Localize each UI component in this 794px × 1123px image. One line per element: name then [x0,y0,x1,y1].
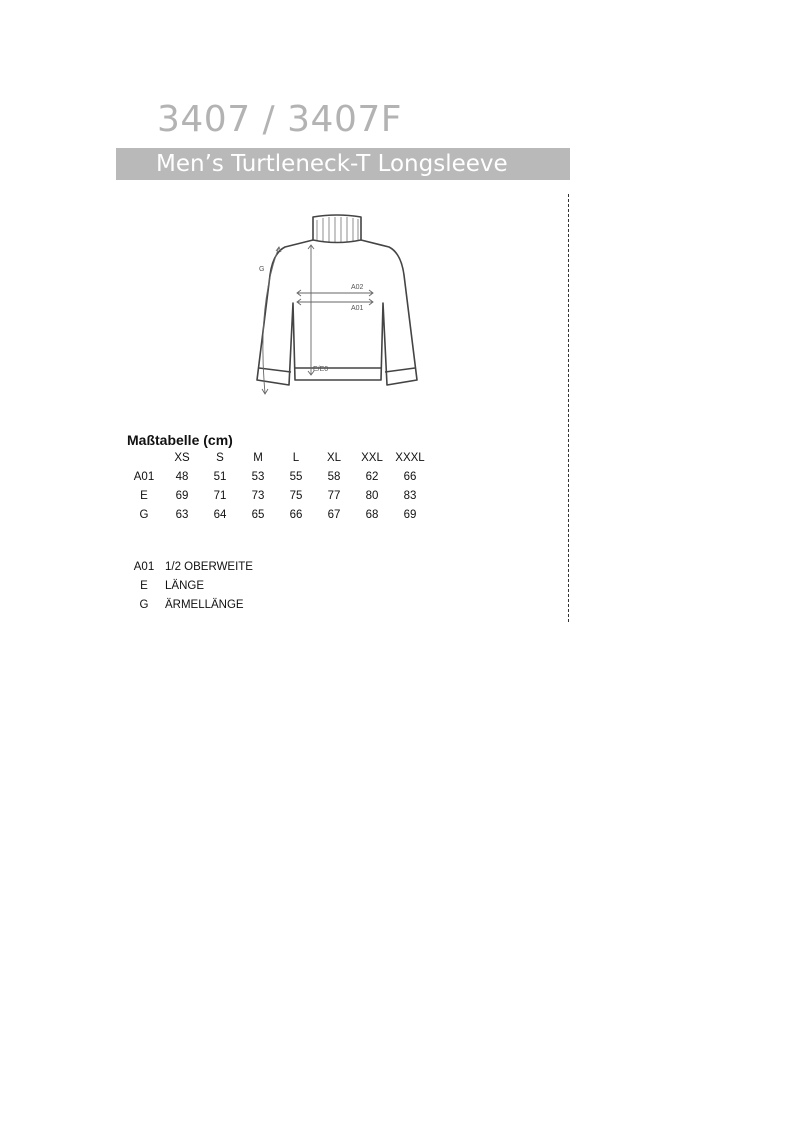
table-cell: 53 [251,470,265,483]
title-bar [116,148,570,180]
legend-item [125,595,253,614]
table-cell: 66 [289,508,303,521]
table-cell: 64 [213,508,227,521]
legend-code: G [139,598,149,611]
size-table [125,448,429,524]
legend-code: A01 [133,560,155,573]
table-row [125,486,429,505]
product-code: 3407 / 3407F [157,99,402,140]
legend-label: ÄRMELLÄNGE [165,598,244,611]
table-cell: 48 [175,470,189,483]
legend-label: LÄNGE [165,579,204,592]
table-cell: 65 [251,508,265,521]
measurement-legend [125,557,253,614]
table-cell: 83 [403,489,417,502]
table-cell: 73 [251,489,265,502]
table-cell: 75 [289,489,303,502]
legend-code: E [140,579,148,592]
table-cell: 62 [365,470,379,483]
table-cell: 68 [365,508,379,521]
size-header: XS [174,451,190,464]
label-a02: A02 [351,284,364,291]
row-code: A01 [133,470,155,483]
size-header: S [216,451,224,464]
table-cell: 63 [175,508,189,521]
label-a01: A01 [351,305,364,312]
table-row [125,505,429,524]
table-cell: 67 [327,508,341,521]
table-row [125,467,429,486]
table-cell: 69 [175,489,189,502]
table-cell: 66 [403,470,417,483]
size-header: L [292,451,300,464]
corner-cell [125,448,163,467]
legend-item [125,576,253,595]
table-cell: 51 [213,470,227,483]
turtleneck-illustration [205,205,465,405]
table-cell: 77 [327,489,341,502]
row-code: E [140,489,148,502]
row-code: G [139,508,149,521]
size-header: M [253,451,263,464]
size-header-row [125,448,429,467]
label-e: E/E0 [313,366,329,373]
cut-line [568,194,569,622]
legend-item [125,557,253,576]
table-cell: 69 [403,508,417,521]
size-header: XL [326,451,342,464]
size-header: XXXL [395,451,425,464]
table-cell: 71 [213,489,227,502]
label-g: G [259,266,265,273]
table-cell: 55 [289,470,303,483]
size-table-title: Maßtabelle (cm) [127,432,233,448]
size-header: XXL [361,451,383,464]
table-cell: 80 [365,489,379,502]
product-title: Men’s Turtleneck-T Longsleeve [156,151,508,177]
legend-label: 1/2 OBERWEITE [165,560,253,573]
table-cell: 58 [327,470,341,483]
